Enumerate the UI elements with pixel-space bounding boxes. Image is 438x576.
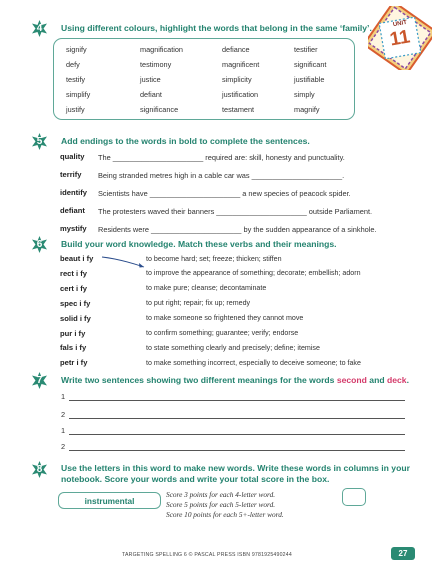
family-word[interactable]: magnificent — [222, 60, 260, 69]
scoring-rule-1: Score 3 points for each 4-letter word. — [166, 490, 276, 499]
family-word[interactable]: defiant — [140, 90, 162, 99]
sentence-line-number: 2 — [61, 442, 66, 451]
sentence-line-number: 2 — [61, 410, 66, 419]
sentence-with-blank[interactable]: The protesters waved their banners ______________________ outside Parliament. — [98, 206, 373, 216]
verb-item[interactable]: fals i fy — [60, 343, 87, 353]
meaning-item[interactable]: to make pure; cleanse; decontaminate — [146, 284, 267, 293]
verb-item[interactable]: cert i fy — [60, 283, 88, 293]
meaning-item[interactable]: to make someone so frightened they cannot move — [146, 314, 304, 323]
family-word[interactable]: testimony — [140, 60, 172, 69]
sentence-line-number: 1 — [61, 426, 66, 435]
family-word[interactable]: magnification — [140, 45, 183, 54]
verb-item[interactable]: pur i fy — [60, 328, 86, 338]
family-word[interactable]: testament — [222, 105, 255, 114]
unit-badge — [368, 6, 432, 70]
sentence-with-blank[interactable]: Scientists have ______________________ a new species of peacock spider. — [98, 188, 351, 198]
question-4-title: Using different colours, highlight the words that belong in the same ‘family’. — [61, 23, 372, 33]
family-word[interactable]: defiance — [222, 45, 250, 54]
sentence-with-blank[interactable]: The ______________________ required are: skill, honesty and punctuality. — [98, 152, 345, 162]
family-word[interactable]: simply — [294, 90, 315, 99]
verb-item[interactable]: solid i fy — [60, 313, 91, 323]
sentence-with-blank[interactable]: Residents were ______________________ by the sudden appearance of a sinkhole. — [98, 224, 377, 234]
example-match-arrow — [100, 252, 148, 272]
word-deck: deck — [386, 375, 407, 385]
family-word[interactable]: justifiable — [294, 75, 325, 84]
scoring-rule-3: Score 10 points for each 5+-letter word. — [166, 510, 284, 519]
family-word[interactable]: testify — [66, 75, 86, 84]
question-5-number-badge: 5 — [31, 133, 48, 150]
question-8-title-line2: notebook. Score your words and write your total score in the box. — [61, 474, 330, 484]
meaning-item[interactable]: to put right; repair; fix up; remedy — [146, 299, 251, 308]
family-word[interactable]: justification — [222, 90, 259, 99]
family-word[interactable]: signify — [66, 45, 87, 54]
unit-number: 11 — [388, 26, 412, 51]
bold-word: mystify — [60, 224, 87, 233]
writing-line[interactable] — [69, 418, 405, 419]
meaning-item[interactable]: to confirm something; guarantee; verify; endorse — [146, 329, 299, 337]
bold-word: quality — [60, 152, 85, 161]
question-8-title-line1: Use the letters in this word to make new words. Write these words in columns in your — [61, 463, 410, 473]
verb-item[interactable]: rect i fy — [60, 268, 88, 278]
word-second: second — [336, 375, 367, 385]
sentence-line-number: 1 — [61, 392, 66, 401]
sentence-with-blank[interactable]: Being stranded metres high in a cable car was ______________________. — [98, 170, 345, 180]
family-word[interactable]: defy — [66, 60, 80, 69]
writing-line[interactable] — [69, 450, 405, 451]
family-word[interactable]: justify — [66, 105, 85, 114]
bold-word: defiant — [60, 206, 85, 215]
family-word[interactable]: significance — [140, 105, 179, 114]
writing-line[interactable] — [69, 400, 405, 401]
page-number: 27 — [391, 547, 415, 560]
family-word[interactable]: testifier — [294, 45, 318, 54]
unit-label: UNIT — [392, 19, 408, 29]
question-7-number-badge: 7 — [31, 372, 48, 389]
family-word[interactable]: simplify — [66, 90, 91, 99]
bold-word: terrify — [60, 170, 82, 179]
word-family-box — [53, 38, 355, 120]
meaning-item[interactable]: to make something incorrect, especially to deceive someone; to fake — [146, 358, 361, 367]
question-6-title: Build your word knowledge. Match these verbs and their meanings. — [61, 239, 337, 249]
verb-item[interactable]: spec i fy — [60, 298, 91, 308]
question-5-title: Add endings to the words in bold to complete the sentences. — [61, 136, 310, 146]
verb-item[interactable]: beaut i fy — [60, 254, 94, 263]
meaning-item[interactable]: to state something clearly and precisely; define; itemise — [146, 343, 320, 352]
question-6-number-badge: 6 — [31, 236, 48, 253]
meaning-item[interactable]: to improve the appearance of something; decorate; embellish; adorn — [146, 269, 361, 278]
writing-line[interactable] — [69, 434, 405, 435]
bold-word: identify — [60, 188, 88, 197]
question-7-title: Write two sentences showing two different meanings for the words second and deck. — [61, 375, 409, 385]
question-4-number-badge: 4 — [31, 20, 48, 37]
verb-item[interactable]: petr i fy — [60, 358, 88, 368]
family-word[interactable]: significant — [294, 60, 327, 69]
question-8-number-badge: 8 — [31, 461, 48, 478]
family-word[interactable]: justice — [140, 75, 161, 84]
family-word[interactable]: simplicity — [222, 75, 252, 84]
family-word[interactable]: magnify — [294, 105, 320, 114]
meaning-item[interactable]: to become hard; set; freeze; thicken; stiffen — [146, 254, 282, 263]
footer-text: TARGETING SPELLING 6 © PASCAL PRESS ISBN 9781925490244 — [122, 552, 292, 558]
source-word-box: instrumental — [58, 492, 161, 509]
scoring-rule-2: Score 5 points for each 5-letter word. — [166, 500, 276, 509]
total-score-box[interactable] — [342, 488, 366, 506]
